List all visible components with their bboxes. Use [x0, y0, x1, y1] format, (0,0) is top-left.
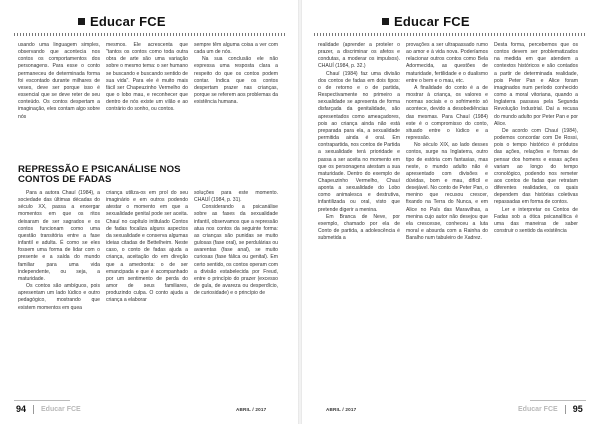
footer-publication: Educar FCE	[518, 405, 558, 413]
page-number: 95	[572, 404, 583, 414]
section-title: REPRESSÃO E PSICANÁLISE NOS CONTOS DE FADAS	[18, 164, 181, 185]
right-page-header	[382, 13, 470, 29]
left-page-header	[78, 13, 166, 29]
paragraph: sempre têm alguma coisa a ver com cada um de nós.	[194, 42, 278, 56]
left-col2-top	[106, 42, 188, 162]
left-col3-bottom	[194, 190, 278, 396]
right-page	[300, 0, 600, 424]
paragraph: provações a ser ultrapassado rumo ao amor e à vida nova. Poderíamos relacionar outros contos como Bela Adormecida, as questões de maturidade, fertilidade e o dualismo entre o bem e o mau, etc.	[406, 42, 488, 84]
paragraph: Chauí (1984) faz uma divisão dos contos de fadas em dois tipos: o de retorno e o de partida, Respectivamente no primeiro a sexualidade se apresenta de forma disfarçada da genitalidade, são apresentados como ameaçadores, pois ao criança ainda não está preparada para ela, a sexualidade permitida ainda é oral. Em contrapartida, nos contos de Partida a sexualidade terá prioridade e passa a ser aceita no momento em que os personagens atestam a sua maturidade. Dentro do exemplo de Chapeuzinho Vermelho, Chauí aponta a sexualidade do Lobo como animalesca e destrutiva, infantilizada ou oral, visto que pretende digerir a menina.	[318, 70, 400, 213]
paragraph: De acordo com Chauí (1984), podemos concordar com De Rossi, pois o tempo histórico é pródutos das ações, relações e formas de pensar dos homens e essas ações variam ao longo do tempo cronológico, podendo nos remeter aos contos de fadas que retratam diferentes realidades, os quais dependem das histórias coletivas repassadas em forma de contos.	[494, 127, 578, 206]
right-footer	[518, 402, 583, 416]
paragraph: criança utiliza-os em prol do seu imaginário e em outros podendo atestar o momento em que a sexualidade genital pode ser aceita. Chauí no capítulo intitulado Contos de fadas focaliza alguns aspectos da sexualidade e conserva algumas ideias citadas de Bettelheim. Neste caso, o conto de fadas ajuda a criança, aceitação do em direção que a amedronta: o de ser emancipada e que é acompanhado por um sentimento de perda do amor de seus familiares, produzindo culpa. O conto ajuda a criança a elaborar	[106, 190, 188, 304]
right-col2	[406, 42, 488, 396]
paragraph: mesmos. Ele acrescenta que "tantos os contos como toda outra obra de arte são uma variação sobre o mesmo tema: o ser humano se buscando e buscando sentido de sua vida". Para ele é muito mais fácil ser Chapeuzinho Vermelho do que o lobo mau, e reconhecer que dentro de nós existe um vilão e ao contrário do sonho, ou contos.	[106, 42, 188, 113]
footer-rule	[530, 400, 586, 401]
paragraph: Considerando a psicanálise sobre as fases da sexualidade infantil, observamos que a repressão atua nos contos da seguinte forma: as crianças são punidas se muito gulosas (fase oral), se perdulárias ou avarentas (fase anal), se muito curiosas (fase fálica ou genital). Em certo sentido, os contos operam com a divisão estabelecida por Freud, entre o princípio do prazer (excesso de gula, de avareza ou desperdício, de curiosidade) e o princípio de	[194, 204, 278, 297]
footer-rule	[14, 400, 70, 401]
paragraph: Ler e interpretar os Contos de Fadas sob a ótica psicanalítica é uma das maneiras de saber construir o sentido da existência	[494, 206, 578, 235]
header-divider	[314, 33, 586, 36]
header-divider	[14, 33, 286, 36]
left-col3-top	[194, 42, 278, 162]
paragraph: No século XIX, ao lado desses contos, surge na Inglaterra, outro tipo de estória com fantasias, mas neste, o mundo adulto não é apresentado com divisões e dúvidas, bom e mau, difícil e desejável. No conto de Peter Pan, o menino que recusou crescer, fixando na Terra do Nunca, e em Alice no País das Maravilhas, a menina cujo autor não desejou que ela crescesse, conheceu a luta moral e absurda com a Rainha do Baralho num tabuleiro de Xadrez.	[406, 142, 488, 242]
square-bullet-icon	[78, 18, 85, 25]
footer-divider	[565, 405, 566, 414]
left-footer-date	[236, 402, 266, 416]
footer-divider	[33, 405, 34, 414]
footer-date: ABRIL / 2017	[236, 406, 267, 412]
paragraph: realidade (aprender a proteler o prazer, a discriminar os afetos e condutas, a moderar os impulsos). CHAUÍ (1984, p. 32.)	[318, 42, 400, 70]
page-number: 94	[16, 404, 27, 414]
left-col2-bottom	[106, 190, 188, 396]
right-col1	[318, 42, 400, 396]
left-col1-top	[18, 42, 100, 162]
left-col1-bottom	[18, 190, 100, 396]
paragraph: A finalidade do conto é a de mostrar à criança, os valores e normas sociais e o sofrimento só acontece, devido a desobediências das mesmas. Para Chauí (1984) este é o compromisso do conto, situado entre o lúdico e a repressão.	[406, 84, 488, 142]
footer-date: ABRIL / 2017	[326, 406, 357, 412]
right-header-title: Educar FCE	[394, 13, 470, 29]
paragraph: soluções para este momento. CHAUÍ (1984, p. 31).	[194, 190, 278, 204]
right-footer-date	[326, 402, 356, 416]
paragraph: Os contos são ambíguos, pois apresentam um lado lúdico e outro pedagógico, mostrando que existem momentos em quea	[18, 283, 100, 311]
paragraph: Para a autora Chauí (1984), a sociedade das últimas décadas do século XX, passa a enxergar momentos em que os ritos deixaram de ser sagrados e os contos funcionam como uma questão transitória entre a fase infantil e adulta. É como se eles fossem uma forma de lidar com o presente e a saída do mundo familiar para uma vida independente, ou seja, a maturidade.	[18, 190, 100, 282]
paragraph: Na sua conclusão ele não expressa uma resposta clara a respeito do que os contos podem contar. Indica que os contos despertam prazer nas crianças, porque se referem aos problemas da existência humana.	[194, 56, 278, 106]
footer-publication: Educar FCE	[41, 405, 81, 413]
left-footer	[16, 402, 81, 416]
left-header-title: Educar FCE	[90, 13, 166, 29]
square-bullet-icon	[382, 18, 389, 25]
right-col3	[494, 42, 578, 396]
paragraph: Em Branca de Neve, por exemplo, chamado por ela de Conto de partida, a adolescência é submetida a	[318, 213, 400, 242]
paragraph: Desta forma, percebemos que os contos devem ser problematizados na medida em que atendem a contextos históricos e são contados a partir de determinada realidade, pois Peter Pan e Alice foram imaginados num período conhecido como a moral vitoriana, quando a Inglaterra passava pela Segunda Revolução Industrial. Daí a recusa do mundo adulto por Peter Pan e por Alice.	[494, 42, 578, 127]
paragraph: usando uma linguagem simples, observando que acontecia nos contos os comportamentos dos personagens. Para esse o conto permaneceu de determinada forma foi escontado durante milhares de veses, deve ser porque isso é essencial que se deve reter de seu conteúdo. Os contos despertam a imaginação, eles contam algo sobre nós	[18, 42, 100, 120]
